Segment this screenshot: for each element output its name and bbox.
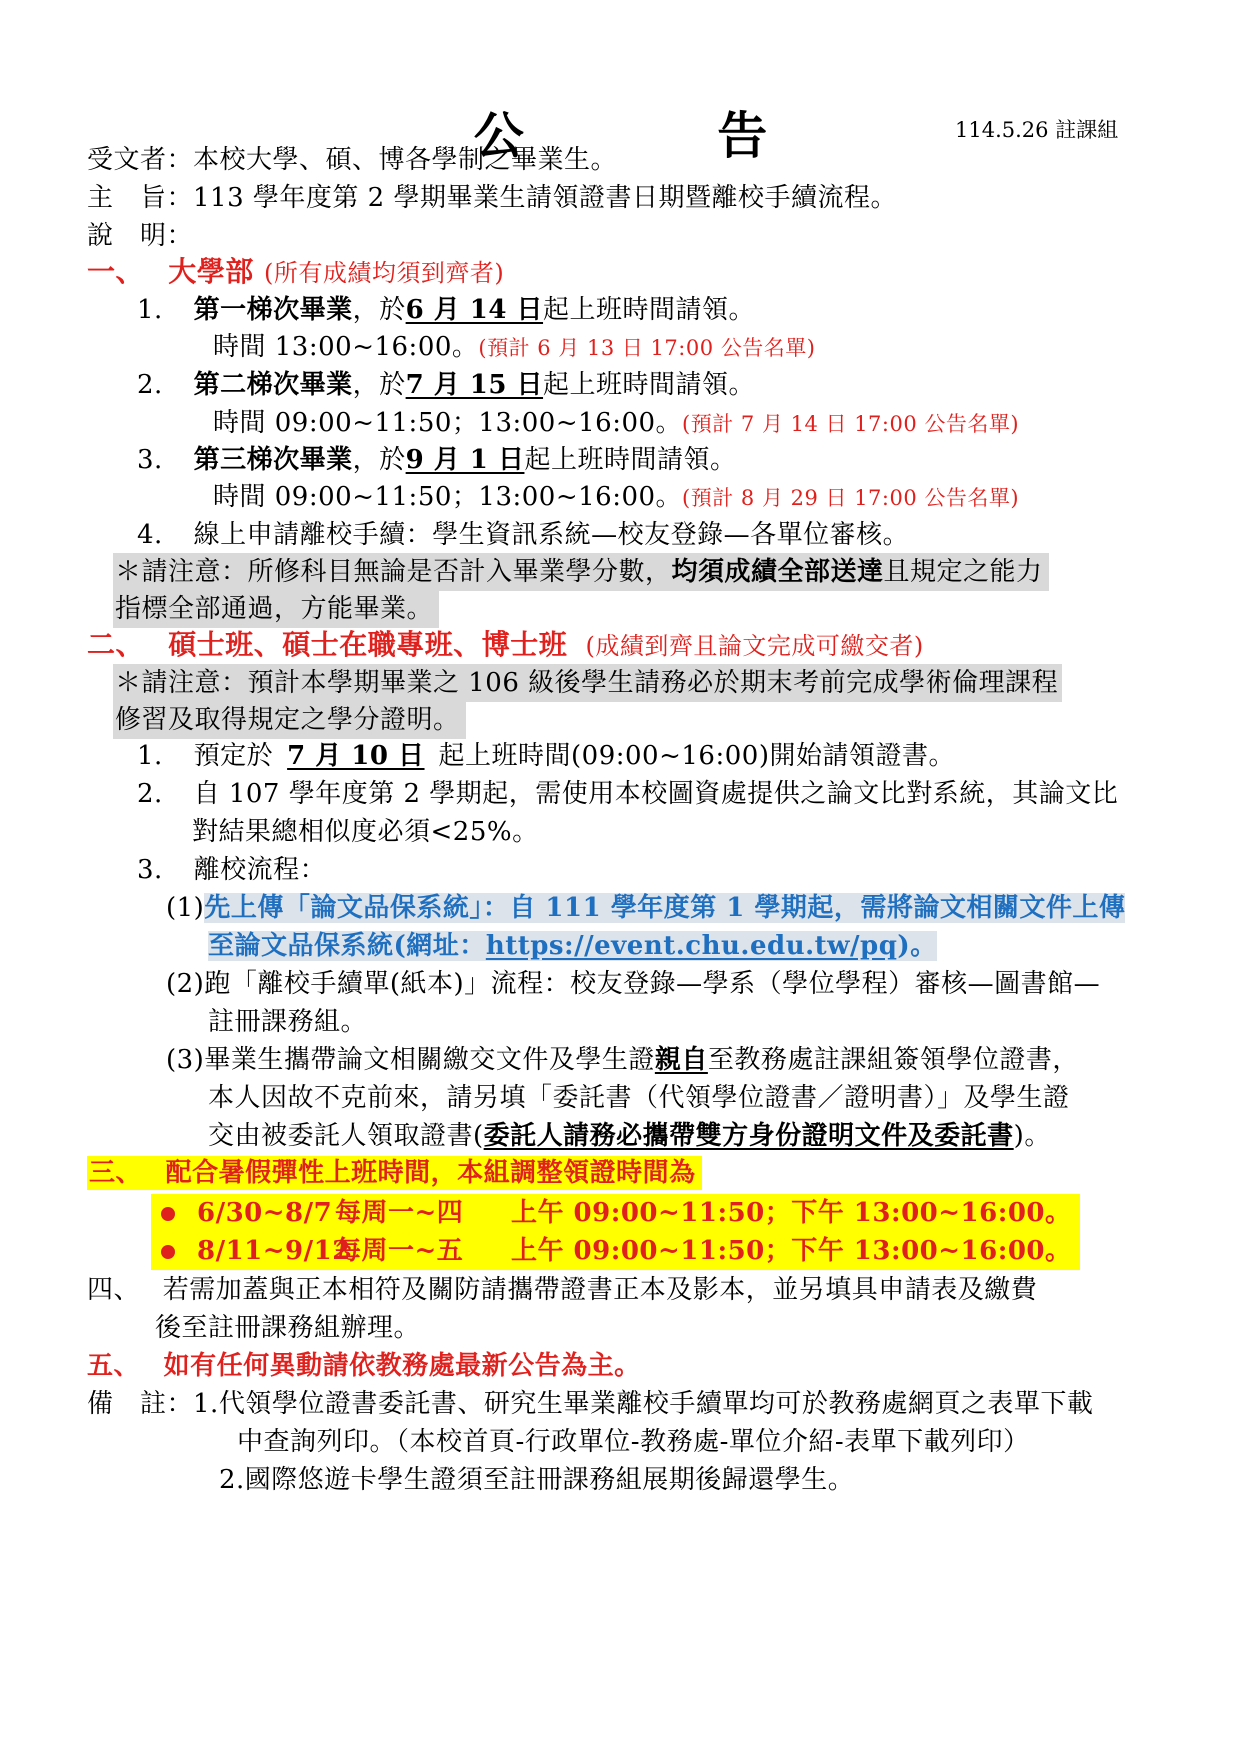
proxy-requirement: 委託人請務必攜帶雙方身份證明文件及委託書 bbox=[483, 1121, 1014, 1151]
summer-hours-row-2 bbox=[151, 1232, 1080, 1270]
batch-label: 第三梯次畢業 bbox=[193, 445, 353, 475]
item-text: ，於 bbox=[352, 370, 406, 400]
item-text: 線上申請離校手續：學生資訊系統—校友登錄—各單位審核。 bbox=[193, 520, 910, 550]
pickup-time: 時間 09:00~11:50；13:00~16:00。 bbox=[213, 408, 683, 438]
section2-item-2-cont: 對結果總相似度必須<25%。 bbox=[192, 817, 539, 847]
pickup-time: 時間 13:00~16:00。 bbox=[213, 332, 479, 362]
section1-item-3 bbox=[137, 443, 736, 477]
start-date: 7 月 10 日 bbox=[287, 741, 425, 771]
attention-text: ＊請注意：所修科目無論是否計入畢業學分數， bbox=[115, 557, 672, 587]
list-notice: (預計 8 月 29 日 17:00 公告名單) bbox=[682, 486, 1020, 510]
section1-item-1 bbox=[137, 293, 755, 327]
list-notice: (預計 6 月 13 日 17:00 公告名單) bbox=[478, 336, 816, 360]
subject-text: 113 學年度第 2 學期畢業生請領證書日期暨離校手續流程。 bbox=[193, 183, 897, 213]
sub-step-1-cont bbox=[208, 929, 937, 963]
section3-number: 三、 bbox=[89, 1158, 143, 1188]
issue-date-unit: 114.5.26 註課組 bbox=[955, 118, 1119, 142]
section1-attention-line2: 指標全部通過，方能畢業。 bbox=[113, 590, 439, 628]
office-hours: 上午 09:00~11:50；下午 13:00~16:00。 bbox=[511, 1198, 1072, 1228]
page-title: 公 告 bbox=[473, 106, 856, 165]
section4-line2: 後至註冊課務組辦理。 bbox=[155, 1313, 421, 1343]
remark-text: 1.代領學位證書委託書、研究生畢業離校手續單均可於教務處網頁之表單下載 bbox=[193, 1389, 1094, 1419]
section5-line bbox=[87, 1349, 641, 1383]
sub-step-3 bbox=[166, 1043, 1079, 1077]
item-text: 離校流程： bbox=[193, 855, 327, 885]
sub-step-3-cont1: 本人因故不克前來，請另填「委託書（代領學位證書／證明書）」及學生證 bbox=[208, 1083, 1070, 1113]
step-text: 至論文品保系統(網址： bbox=[208, 931, 486, 961]
section4-text: 若需加蓋與正本相符及關防請攜帶證書正本及影本，並另填具申請表及繳費 bbox=[162, 1275, 1038, 1305]
remarks-line2: 中查詢列印。（本校首頁-行政單位-教務處-單位介紹-表單下載列印） bbox=[237, 1427, 1030, 1457]
step-text: 畢業生攜帶論文相關繳交文件及學生證 bbox=[204, 1045, 655, 1075]
section2-attention-line2: 修習及取得規定之學分證明。 bbox=[113, 701, 466, 739]
weekdays: 每周一~四 bbox=[335, 1198, 464, 1228]
step-number: (2) bbox=[166, 969, 205, 999]
item-text: 預定於 bbox=[193, 741, 274, 771]
section1-heading bbox=[87, 255, 504, 290]
explain-label: 說 明： bbox=[87, 221, 194, 251]
section5-number: 五、 bbox=[87, 1351, 141, 1381]
item-number: 3. bbox=[137, 855, 163, 885]
office-hours: 上午 09:00~11:50；下午 13:00~16:00。 bbox=[511, 1236, 1072, 1266]
step-text: )。 bbox=[897, 931, 937, 961]
recipient-label: 受文者： bbox=[87, 145, 194, 175]
section2-attention-line1: ＊請注意：預計本學期畢業之 106 級後學生請務必於期末考前完成學術倫理課程 bbox=[113, 664, 1062, 702]
step-text: )。 bbox=[1013, 1121, 1051, 1151]
subject-label: 主 旨： bbox=[87, 183, 194, 213]
step-number: (3) bbox=[166, 1045, 205, 1075]
sub-step-1 bbox=[166, 891, 1125, 925]
attention-text: 且規定之能力 bbox=[883, 557, 1043, 587]
date-range: 8/11~9/12 bbox=[197, 1236, 351, 1266]
sub-step-2 bbox=[166, 967, 1100, 1001]
section1-title: 大學部 bbox=[168, 255, 254, 288]
section1-item-2 bbox=[137, 368, 755, 402]
sub-step-2-cont: 註冊課務組。 bbox=[208, 1007, 368, 1037]
in-person-emphasis: 親自 bbox=[654, 1045, 708, 1075]
item-number: 2. bbox=[137, 370, 163, 400]
bullet-dot-icon bbox=[161, 1245, 175, 1259]
batch-date: 9 月 1 日 bbox=[405, 445, 525, 475]
section1-note: (所有成績均須到齊者) bbox=[264, 259, 505, 287]
section3-title: 配合暑假彈性上班時間，本組調整領證時間為 bbox=[165, 1158, 696, 1188]
step-text: 先上傳「論文品保系統」：自 111 學年度第 1 學期起，需將論文相關文件上傳 bbox=[204, 893, 1126, 923]
item-number: 1. bbox=[137, 295, 163, 325]
item-number: 1. bbox=[137, 741, 163, 771]
section1-item-2-time bbox=[213, 406, 1019, 441]
section2-item-1 bbox=[137, 739, 955, 773]
section1-number: 一、 bbox=[87, 255, 145, 288]
section5-text: 如有任何異動請依教務處最新公告為主。 bbox=[163, 1351, 641, 1381]
item-text: 自 107 學年度第 2 學期起，需使用本校圖資處提供之論文比對系統，其論文比 bbox=[193, 779, 1119, 809]
section2-note: (成績到齊且論文完成可繳交者) bbox=[585, 632, 924, 660]
section1-item-3-time bbox=[213, 480, 1019, 515]
batch-date: 7 月 15 日 bbox=[405, 370, 544, 400]
item-number: 3. bbox=[137, 445, 163, 475]
section1-item-4 bbox=[137, 518, 909, 552]
section2-title: 碩士班、碩士在職專班、博士班 bbox=[168, 628, 568, 661]
section4-number: 四、 bbox=[87, 1275, 141, 1305]
weekdays: 每周一~五 bbox=[335, 1236, 464, 1266]
recipient-text: 本校大學、碩、博各學制之畢業生。 bbox=[193, 145, 618, 175]
section2-heading bbox=[87, 628, 924, 663]
summer-hours-row-1 bbox=[151, 1194, 1080, 1232]
step-number: (1) bbox=[166, 893, 205, 923]
item-text: 起上班時間請領。 bbox=[543, 295, 756, 325]
batch-label: 第一梯次畢業 bbox=[193, 295, 353, 325]
sub-step-3-cont2 bbox=[208, 1119, 1051, 1153]
attention-emphasis: 均須成績全部送達 bbox=[671, 557, 884, 587]
step-text: 至教務處註課組簽領學位證書， bbox=[707, 1045, 1079, 1075]
bullet-dot-icon bbox=[161, 1207, 175, 1221]
item-number: 4. bbox=[137, 520, 163, 550]
item-text: 起上班時間請領。 bbox=[524, 445, 737, 475]
section3-heading bbox=[87, 1156, 702, 1190]
remarks-line1 bbox=[87, 1387, 1093, 1421]
section1-attention-line1 bbox=[113, 553, 1049, 591]
item-text: 起上班時間請領。 bbox=[543, 370, 756, 400]
step-text: 跑「離校手續單(紙本)」流程：校友登錄—學系（學位學程）審核—圖書館— bbox=[204, 969, 1101, 999]
remarks-line3: 2.國際悠遊卡學生證須至註冊課務組展期後歸還學生。 bbox=[219, 1465, 855, 1495]
section1-item-1-time bbox=[213, 330, 815, 365]
section2-number: 二、 bbox=[87, 628, 145, 661]
batch-date: 6 月 14 日 bbox=[405, 295, 544, 325]
item-text: ，於 bbox=[352, 295, 406, 325]
pickup-time: 時間 09:00~11:50；13:00~16:00。 bbox=[213, 482, 683, 512]
section4-line1 bbox=[87, 1273, 1037, 1307]
remarks-label: 備 註： bbox=[87, 1389, 194, 1419]
section2-item-2 bbox=[137, 777, 1118, 811]
step-text: 交由被委託人領取證書( bbox=[208, 1121, 484, 1151]
subject-line bbox=[87, 181, 897, 215]
item-text: 起上班時間(09:00~16:00)開始請領證書。 bbox=[438, 741, 955, 771]
date-range: 6/30~8/7 bbox=[197, 1198, 333, 1228]
list-notice: (預計 7 月 14 日 17:00 公告名單) bbox=[682, 412, 1020, 436]
batch-label: 第二梯次畢業 bbox=[193, 370, 353, 400]
item-text: ，於 bbox=[352, 445, 406, 475]
recipient-line bbox=[87, 143, 617, 177]
thesis-system-link[interactable]: https://event.chu.edu.tw/pq bbox=[485, 931, 898, 961]
item-number: 2. bbox=[137, 779, 163, 809]
section2-item-3 bbox=[137, 853, 326, 887]
